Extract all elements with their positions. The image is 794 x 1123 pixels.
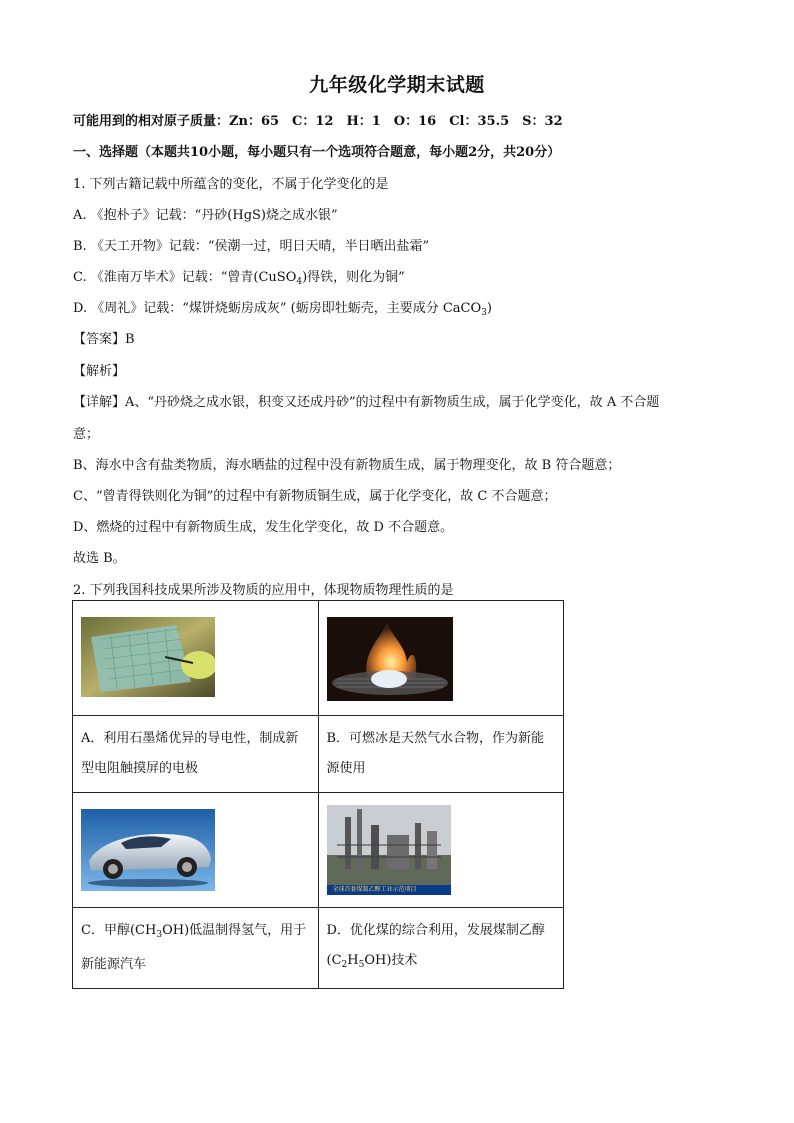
q2-option-d-formula-h: H [347, 953, 359, 968]
q1-option-a: A. 《抱朴子》记载：“丹砂(HgS)烧之成水银” [73, 208, 338, 223]
q2-option-c [73, 908, 319, 989]
q1-detail-2: 意； [73, 427, 100, 442]
q1-option-b: B. 《天工开物》记载：“侯潮一过，明日天晴，半日晒出盐霜” [73, 239, 430, 254]
q2-option-d [318, 908, 564, 989]
q2-option-d-sub2: 5 [358, 960, 365, 970]
q2-option-a: A．利用石墨烯优异的导电性，制成新型电阻触摸屏的电极 [73, 716, 319, 793]
q1-option-d-post: ) [486, 301, 492, 316]
q1-analysis: 【解析】 [73, 364, 126, 379]
page-title: 九年级化学期末试题 [309, 74, 485, 96]
plant-image-caption: 全球首套煤制乙醇工业示范项目 [332, 886, 417, 893]
q1-option-c-pre: C. 《淮南万毕术》记载：“曾青(CuSO [73, 270, 297, 285]
q2-image-cell-c [73, 793, 319, 908]
graphene-touchscreen-image [81, 617, 215, 697]
q2-stem: 2. 下列我国科技成果所涉及物质的应用中，体现物质物理性质的是 [73, 583, 454, 598]
hydrogen-car-image [81, 809, 215, 891]
q2-image-cell-b [318, 601, 564, 716]
q1-answer: 【答案】B [73, 332, 135, 347]
q1-detail-4: C、“曾青得铁则化为铜”的过程中有新物质铜生成，属于化学变化，故 C 不合题意； [73, 489, 557, 504]
q2-option-d-formula-c: (C [326, 953, 342, 968]
q2-option-d-pre: D．优化煤的综合利用，发展煤制乙醇 [326, 923, 545, 938]
q2-option-d-sub1: 2 [341, 960, 348, 970]
q2-option-c-pre: C．甲醇( [81, 923, 136, 938]
q2-image-cell-a [73, 601, 319, 716]
q2-options-table [72, 600, 564, 989]
q2-option-c-formula-oh: OH [162, 923, 185, 938]
q1-option-d [73, 297, 492, 318]
q1-detail-5: D、燃烧的过程中有新物质生成，发生化学变化，故 D 不合题意。 [73, 520, 454, 535]
q2-option-b: B．可燃冰是天然气水合物，作为新能源使用 [318, 716, 564, 793]
q1-option-c-sub: 4 [296, 277, 303, 287]
q1-option-c [73, 266, 405, 287]
q1-conclusion: 故选 B。 [73, 551, 126, 566]
coal-to-ethanol-plant-image [327, 805, 451, 895]
q1-detail-1: 【详解】A、“丹砂烧之成水银，积变又还成丹砂”的过程中有新物质生成，属于化学变化，故 A 不合题 [73, 395, 660, 410]
q2-option-c-formula-ch: CH [135, 923, 157, 938]
q1-option-c-post: )得铁，则化为铜” [302, 270, 405, 285]
q2-option-d-post: OH)技术 [364, 953, 418, 968]
q1-detail-3: B、海水中含有盐类物质，海水晒盐的过程中没有新物质生成，属于物理变化，故 B 符合题意； [73, 458, 621, 473]
q1-option-d-sub: 3 [481, 308, 487, 318]
atomic-masses: 可能用到的相对原子质量：Zn：65 C：12 H：1 O：16 Cl：35.5 S：32 [73, 114, 563, 129]
q2-option-c-post: )低温制得氢气，用于新能源汽车 [81, 923, 307, 972]
burning-ice-image [327, 617, 453, 701]
q1-stem: 1. 下列古籍记载中所蕴含的变化，不属于化学变化的是 [73, 177, 389, 192]
section-heading: 一、选择题（本题共10小题，每小题只有一个选项符合题意，每小题2分，共20分） [73, 145, 561, 160]
q2-option-c-sub: 3 [156, 930, 163, 940]
q2-image-cell-d [318, 793, 564, 908]
q1-option-d-pre: D. 《周礼》记载：“煤饼烧蛎房成灰” (蛎房即牡蛎壳，主要成分 CaCO [73, 301, 482, 316]
